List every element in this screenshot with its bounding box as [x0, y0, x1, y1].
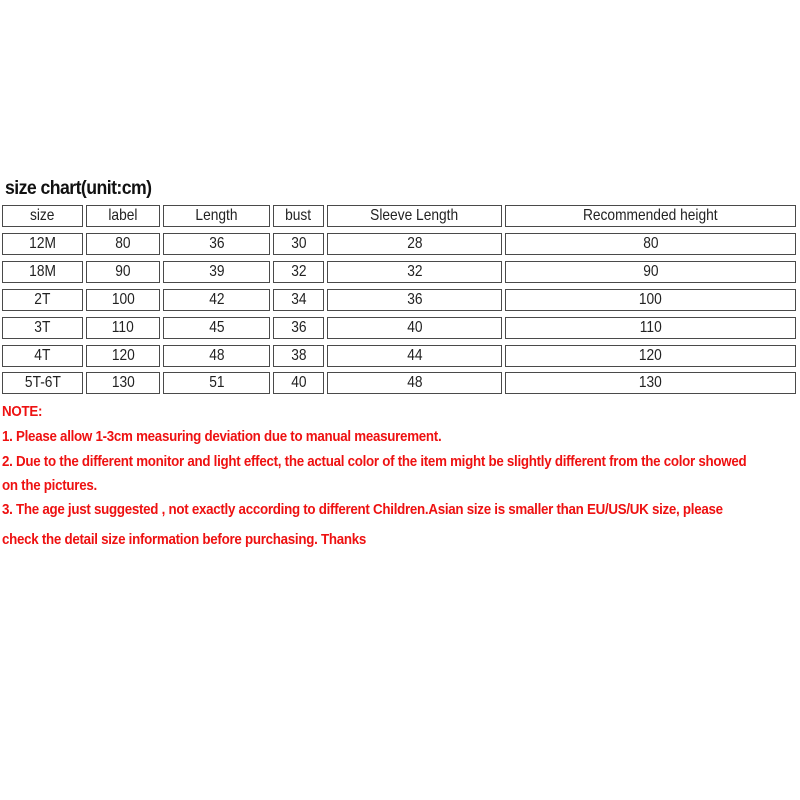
table-cell: 90	[86, 261, 160, 283]
size-table	[2, 205, 796, 397]
table-cell: 44	[327, 345, 502, 367]
table-cell: 80	[505, 233, 796, 255]
table-cell: 4T	[2, 345, 83, 367]
table-cell: 36	[163, 233, 270, 255]
table-cell: 12M	[2, 233, 83, 255]
table-cell: 130	[505, 372, 796, 394]
table-cell: 36	[273, 317, 324, 339]
table-cell: 130	[86, 372, 160, 394]
table-cell: 100	[505, 289, 796, 311]
table-cell: 45	[163, 317, 270, 339]
note-line-3-continued: check the detail size information before purchasing. Thanks	[2, 532, 367, 548]
table-cell: 3T	[2, 317, 83, 339]
table-cell: 2T	[2, 289, 83, 311]
table-cell: 48	[327, 372, 502, 394]
table-cell: 18M	[2, 261, 83, 283]
table-cell: 34	[273, 289, 324, 311]
table-cell: 40	[273, 372, 324, 394]
header-cell-sleeve-length: Sleeve Length	[327, 205, 502, 227]
header-cell-length: Length	[163, 205, 270, 227]
header-cell-bust: bust	[273, 205, 324, 227]
note-line-2: 2. Due to the different monitor and light effect, the actual color of the item might be slightly different from the color showed	[2, 454, 747, 470]
table-cell: 39	[163, 261, 270, 283]
table-cell: 48	[163, 345, 270, 367]
header-cell-size: size	[2, 205, 83, 227]
table-cell: 51	[163, 372, 270, 394]
table-cell: 30	[273, 233, 324, 255]
notes-heading: NOTE:	[2, 404, 43, 420]
table-cell: 32	[273, 261, 324, 283]
table-cell: 5T-6T	[2, 372, 83, 394]
table-cell: 110	[505, 317, 796, 339]
note-line-2-continued: on the pictures.	[2, 478, 97, 494]
table-cell: 100	[86, 289, 160, 311]
table-cell: 90	[505, 261, 796, 283]
header-cell-label: label	[86, 205, 160, 227]
table-cell: 42	[163, 289, 270, 311]
table-cell: 40	[327, 317, 502, 339]
table-cell: 80	[86, 233, 160, 255]
header-cell-recommended-height: Recommended height	[505, 205, 796, 227]
table-cell: 120	[86, 345, 160, 367]
table-cell: 32	[327, 261, 502, 283]
table-cell: 38	[273, 345, 324, 367]
size-chart-title: size chart(unit:cm)	[5, 178, 152, 199]
table-cell: 110	[86, 317, 160, 339]
table-cell: 120	[505, 345, 796, 367]
note-line-1: 1. Please allow 1-3cm measuring deviation due to manual measurement.	[2, 429, 442, 445]
table-cell: 28	[327, 233, 502, 255]
note-line-3: 3. The age just suggested , not exactly according to different Children.Asian size is smaller than EU/US/UK size, please	[2, 502, 723, 518]
table-cell: 36	[327, 289, 502, 311]
